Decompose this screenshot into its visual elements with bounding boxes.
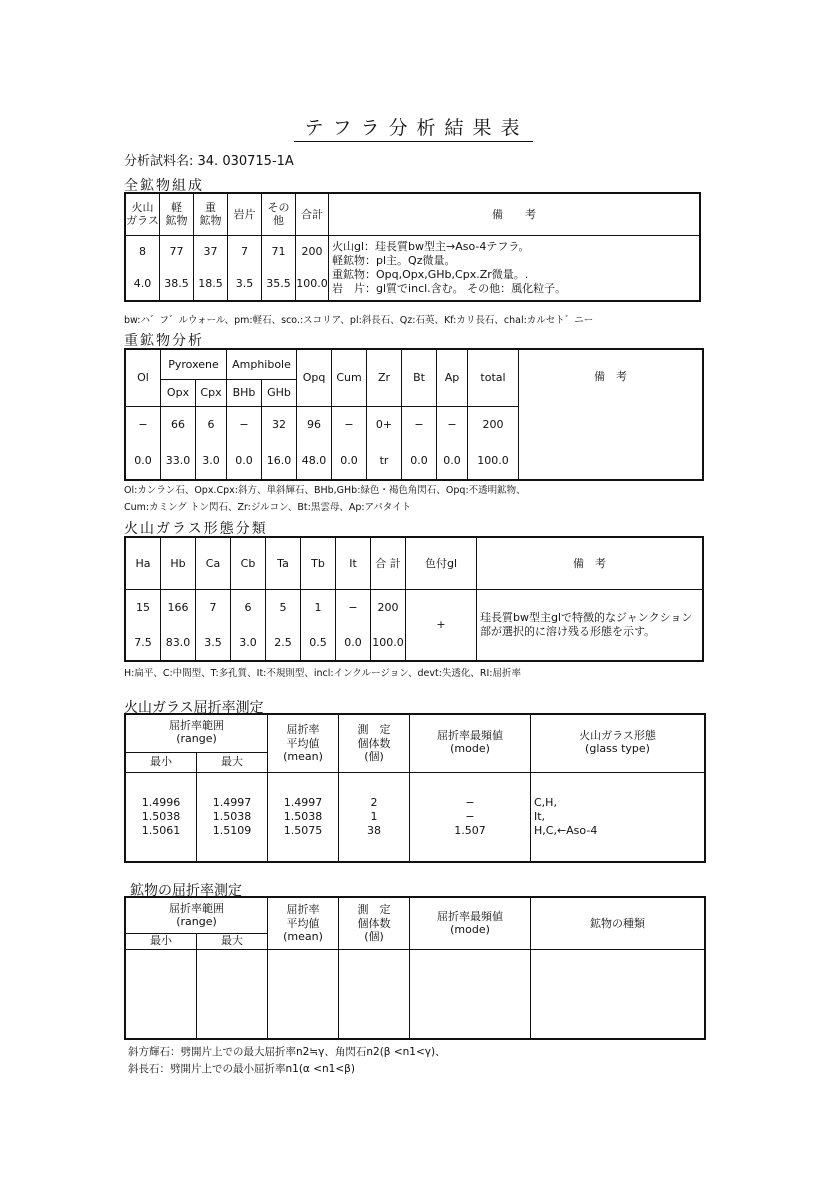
remark-line: 軽鉱物：pl主。Qz微量。 [332, 254, 456, 267]
table-cell: 200 [371, 589, 406, 625]
remarks-cell [329, 235, 701, 301]
table-cell: 166 [161, 589, 196, 625]
table-cell: 100.0 [296, 268, 329, 301]
col-header: 最大 [197, 933, 268, 949]
range-label: 屈折率範囲 [169, 902, 224, 915]
table-cell: 7 [228, 235, 262, 268]
count-values: 2 1 38 [339, 772, 410, 862]
table-cell: 33.0 [161, 442, 196, 480]
col-header: 岩片 [228, 193, 262, 235]
table-cell: 100.0 [468, 442, 519, 480]
col-header: 最小 [125, 752, 197, 772]
table-cell: 4.0 [125, 268, 160, 301]
col-header: その 他 [262, 193, 296, 235]
col-header: 軽 鉱物 [160, 193, 194, 235]
table-cell: − [332, 406, 367, 442]
table-cell: 7 [196, 589, 231, 625]
table-cell: 7.5 [125, 625, 161, 661]
mean-values: 1.4997 1.5038 1.5075 [268, 772, 339, 862]
sample-name: 分析試料名: 34. 030715-1A [124, 154, 294, 169]
table-cell: 0.0 [227, 442, 262, 480]
col-header: 屈折率最頻値 (mode) [410, 714, 531, 772]
col-header: 測 定 個体数 (個) [339, 714, 410, 772]
table-cell: 5 [266, 589, 301, 625]
col-header: 火山ガラス形態 (glass type) [531, 714, 706, 772]
glass-shape-table [124, 536, 704, 662]
glass-ri-table [124, 713, 706, 863]
table-cell: 200 [296, 235, 329, 268]
remark-line: 珪長質bw型主glで特徴的なジャンクション [480, 611, 693, 624]
col-header: Pyroxene [161, 349, 227, 379]
section-title-mineral-ri: 鉱物の屈折率測定 [130, 883, 242, 899]
section-title-heavy-mineral: 重鉱物分析 [124, 333, 204, 349]
table-cell: 16.0 [262, 442, 297, 480]
min-values: 1.4996 1.5038 1.5061 [125, 772, 197, 862]
col-header: 合 計 [371, 537, 406, 589]
table-cell: 96 [297, 406, 332, 442]
table-cell: 38.5 [160, 268, 194, 301]
col-header: Ol [125, 349, 161, 406]
section-title-whole-mineral: 全鉱物組成 [124, 178, 204, 194]
table-cell: 2.5 [266, 625, 301, 661]
table-cell: 200 [468, 406, 519, 442]
table-cell: 48.0 [297, 442, 332, 480]
table-cell: 18.5 [194, 268, 228, 301]
table-cell: − [437, 406, 468, 442]
range-header [125, 714, 268, 752]
col-header: Cb [231, 537, 266, 589]
table-cell: 0+ [367, 406, 402, 442]
heavy-mineral-table [124, 348, 704, 481]
table-cell-empty [410, 949, 531, 1039]
col-header: 屈折率最頻値 (mode) [410, 897, 531, 949]
table-cell-empty [197, 949, 268, 1039]
col-header-remarks: 備 考 [329, 193, 701, 235]
col-header: Cum [332, 349, 367, 406]
table-cell: 0.5 [301, 625, 336, 661]
table-cell: 37 [194, 235, 228, 268]
mineral-ri-table [124, 896, 706, 1040]
table-cell: 6 [196, 406, 227, 442]
table-cell: 15 [125, 589, 161, 625]
section-title-glass-ri: 火山ガラス屈折率測定 [124, 700, 264, 716]
table-cell: − [402, 406, 437, 442]
table-cell: 0.0 [125, 442, 161, 480]
table-cell: − [227, 406, 262, 442]
table-cell-empty [268, 949, 339, 1039]
table-cell: 100.0 [371, 625, 406, 661]
abbrev-note: bw:ハ゛フ゛ルウォール、pm:軽石、sco.:スコリア、pl:斜長石、Qz:石英、Kf:カリ長石、chal:カルセト゛ニー [124, 315, 594, 326]
col-header: 最大 [197, 752, 268, 772]
table-cell: 66 [161, 406, 196, 442]
table-cell: 32 [262, 406, 297, 442]
col-header: Ta [266, 537, 301, 589]
col-header: Ha [125, 537, 161, 589]
table-cell: 77 [160, 235, 194, 268]
abbrev-note: Cum:カミング トン閃石、Zr:ジルコン、Bt:黒雲母、Ap:アパタイト [124, 502, 412, 513]
table-cell: 0.0 [332, 442, 367, 480]
table-cell: tr [367, 442, 402, 480]
table-cell: 0.0 [336, 625, 371, 661]
col-header: Ap [437, 349, 468, 406]
table-cell: 3.5 [228, 268, 262, 301]
remarks-cell: 備 考 [519, 349, 704, 480]
col-header: Amphibole [227, 349, 297, 379]
table-cell: 3.0 [196, 442, 227, 480]
col-header: Ca [196, 537, 231, 589]
col-header: 測 定 個体数 (個) [339, 897, 410, 949]
col-header: Cpx [196, 379, 227, 406]
col-header: GHb [262, 379, 297, 406]
col-header: Zr [367, 349, 402, 406]
table-cell: − [125, 406, 161, 442]
table-cell: 6 [231, 589, 266, 625]
table-cell: − [336, 589, 371, 625]
footnote: 斜長石：劈開片上での最小屈折率n1(α <n1<β) [128, 1063, 355, 1075]
table-cell: 3.5 [196, 625, 231, 661]
col-header: total [468, 349, 519, 406]
col-header: Opx [161, 379, 196, 406]
page-title-text: テフラ分析結果表 [294, 117, 532, 142]
table-cell: 0.0 [402, 442, 437, 480]
col-header: BHb [227, 379, 262, 406]
whole-mineral-table [124, 192, 701, 302]
table-cell: 1 [301, 589, 336, 625]
col-header: Tb [301, 537, 336, 589]
col-header: 鉱物の種類 [531, 897, 706, 949]
remark-line: 部が選択的に溶け残る形態を示す。 [480, 624, 656, 638]
table-cell: 83.0 [161, 625, 196, 661]
col-header: Hb [161, 537, 196, 589]
mode-values: − − 1.507 [410, 772, 531, 862]
table-cell: 35.5 [262, 268, 296, 301]
table-cell-empty [339, 949, 410, 1039]
remark-line: 重鉱物：Opq,Opx,GHb,Cpx.Zr微量。. [332, 267, 529, 281]
col-header-remarks: 備 考 [477, 537, 704, 589]
col-header: 最小 [125, 933, 197, 949]
section-title-glass-shape: 火山ガラス形態分類 [124, 521, 268, 537]
col-header: 合計 [296, 193, 329, 235]
table-cell-empty [125, 949, 197, 1039]
table-cell: 71 [262, 235, 296, 268]
range-label-en: (range) [176, 732, 217, 746]
table-cell: 3.0 [231, 625, 266, 661]
abbrev-note: H:扁平、C:中間型、T:多孔質、It:不規則型、incl:インクルージョン、devt:失透化、RI:屈折率 [124, 668, 522, 679]
col-header: 火山 ガラス [125, 193, 160, 235]
abbrev-note: Ol:カンラン石、Opx.Cpx:斜方、単斜輝石、BHb,GHb:緑色・褐色角閃石、Opq:不透明鉱物、 [124, 485, 526, 496]
page-title [0, 113, 827, 140]
remark-line: 火山gl：珪長質bw型主→Aso-4テフラ。 [332, 240, 530, 254]
footnote: 斜方輝石：劈開片上での最大屈折率n2≒γ、角閃石n2(β <n1<γ)、 [128, 1046, 446, 1058]
table-cell-empty [531, 949, 706, 1039]
col-header: 色付gl [406, 537, 477, 589]
max-values: 1.4997 1.5038 1.5109 [197, 772, 268, 862]
col-header: 重 鉱物 [194, 193, 228, 235]
col-header: Opq [297, 349, 332, 406]
remark-line: 岩 片：gl質でincl.含む。 その他：風化粒子。 [332, 281, 567, 295]
glass-type-values: C,H, It, H,C,←Aso-4 [531, 772, 706, 862]
col-header: Bt [402, 349, 437, 406]
col-header: 屈折率 平均値 (mean) [268, 897, 339, 949]
table-cell: 0.0 [437, 442, 468, 480]
table-cell: 8 [125, 235, 160, 268]
range-header [125, 897, 268, 933]
range-label-en: (range) [176, 915, 217, 929]
col-header: 屈折率 平均値 (mean) [268, 714, 339, 772]
colored-glass-cell: + [406, 589, 477, 661]
remarks-cell [477, 589, 704, 661]
col-header: It [336, 537, 371, 589]
range-label: 屈折率範囲 [169, 719, 224, 732]
